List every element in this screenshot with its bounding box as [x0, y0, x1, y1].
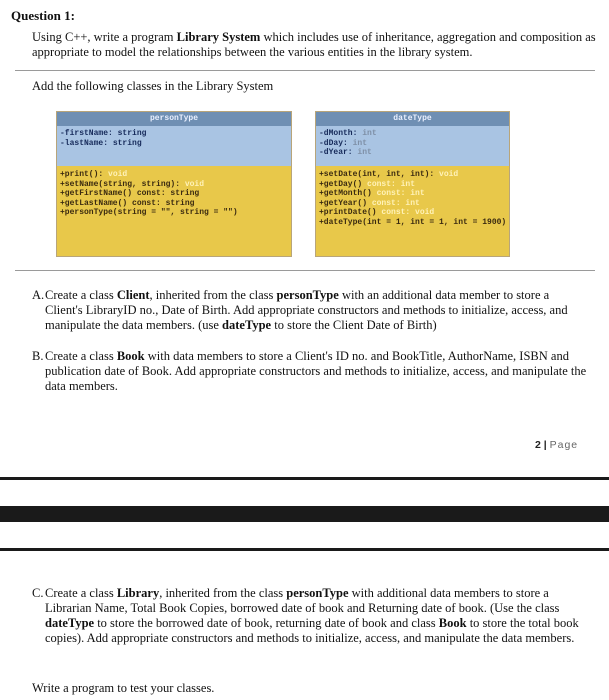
uml-class-datetype: [315, 111, 510, 257]
uml-attribute: -lastName: string: [60, 138, 142, 148]
uml-operation: +printDate() const: void: [319, 208, 435, 217]
item-text: Create a class Book with data members to store a Client's ID no. and BookTitle, AuthorName, ISBN and publication date of Book. Add appropriate constructors and methods to initialize, access, and manipulate the data members.: [45, 349, 587, 393]
uml-operation: +getMonth() const: int: [319, 189, 425, 198]
uml-attributes: [316, 126, 509, 166]
item-text: Create a class Client, inherited from the class personType with an additional data member to store a Client's LibraryID no., Date of Birth. Add appropriate constructors and methods to initialize, access, and manipulate the data members. (use dateType to store the Client Date of Birth): [45, 288, 568, 332]
task-item-b: [32, 349, 587, 394]
item-label: A.: [32, 288, 45, 302]
uml-operations: [316, 166, 509, 231]
page-break-line: [0, 477, 609, 480]
divider: [15, 70, 595, 71]
add-classes-text: Add the following classes in the Library System: [32, 79, 274, 93]
uml-attribute: -firstName: string: [60, 129, 147, 138]
uml-class-persontype: [56, 111, 292, 257]
divider: [15, 270, 595, 271]
uml-class-name: dateType: [316, 112, 509, 126]
page-break-band: [0, 506, 609, 522]
question-title: Question 1:: [11, 8, 75, 23]
uml-operation: +setDate(int, int, int): void: [319, 170, 459, 179]
task-item-c: [32, 586, 587, 646]
uml-operation: +setName(string, string): void: [60, 179, 205, 189]
uml-attribute: -dDay: int: [319, 138, 368, 148]
page-break-line: [0, 548, 609, 551]
uml-operation: +dateType(int = 1, int = 1, int = 1900): [319, 217, 507, 227]
uml-operation: +getFirstName() const: string: [60, 189, 200, 198]
intro-paragraph: Using C++, write a program Library System which includes use of inheritance, aggregation and composition as appropriate to model the relationships between the various entities in the library system.: [32, 30, 596, 59]
item-text: Create a class Library, inherited from the class personType with additional data members to store a Librarian Name, Total Book Copies, borrowed date of book and Returning date of book. (Use the class dateType to store the borrowed date of book, returning date of book and class Book to store the total book copies). Add appropriate constructors and methods to initialize, access, and manipulate the data members.: [45, 586, 579, 645]
task-item-a: [32, 288, 587, 333]
page-number: 2 | Page: [535, 439, 579, 451]
uml-class-name: personType: [57, 112, 291, 126]
item-label: C.: [32, 586, 44, 600]
uml-operation: +personType(string = "", string = ""): [60, 208, 238, 217]
uml-operation: +getYear() const: int: [319, 198, 420, 208]
uml-operation: +print(): void: [60, 170, 128, 179]
final-instruction: Write a program to test your classes.: [32, 681, 215, 695]
item-label: B.: [32, 349, 44, 363]
uml-operations: [57, 166, 291, 222]
uml-attribute: -dMonth: int: [319, 129, 377, 138]
uml-attribute: -dYear: int: [319, 148, 372, 157]
uml-attributes: [57, 126, 291, 166]
uml-operation: +getLastName() const: string: [60, 198, 195, 208]
uml-operation: +getDay() const: int: [319, 179, 416, 189]
